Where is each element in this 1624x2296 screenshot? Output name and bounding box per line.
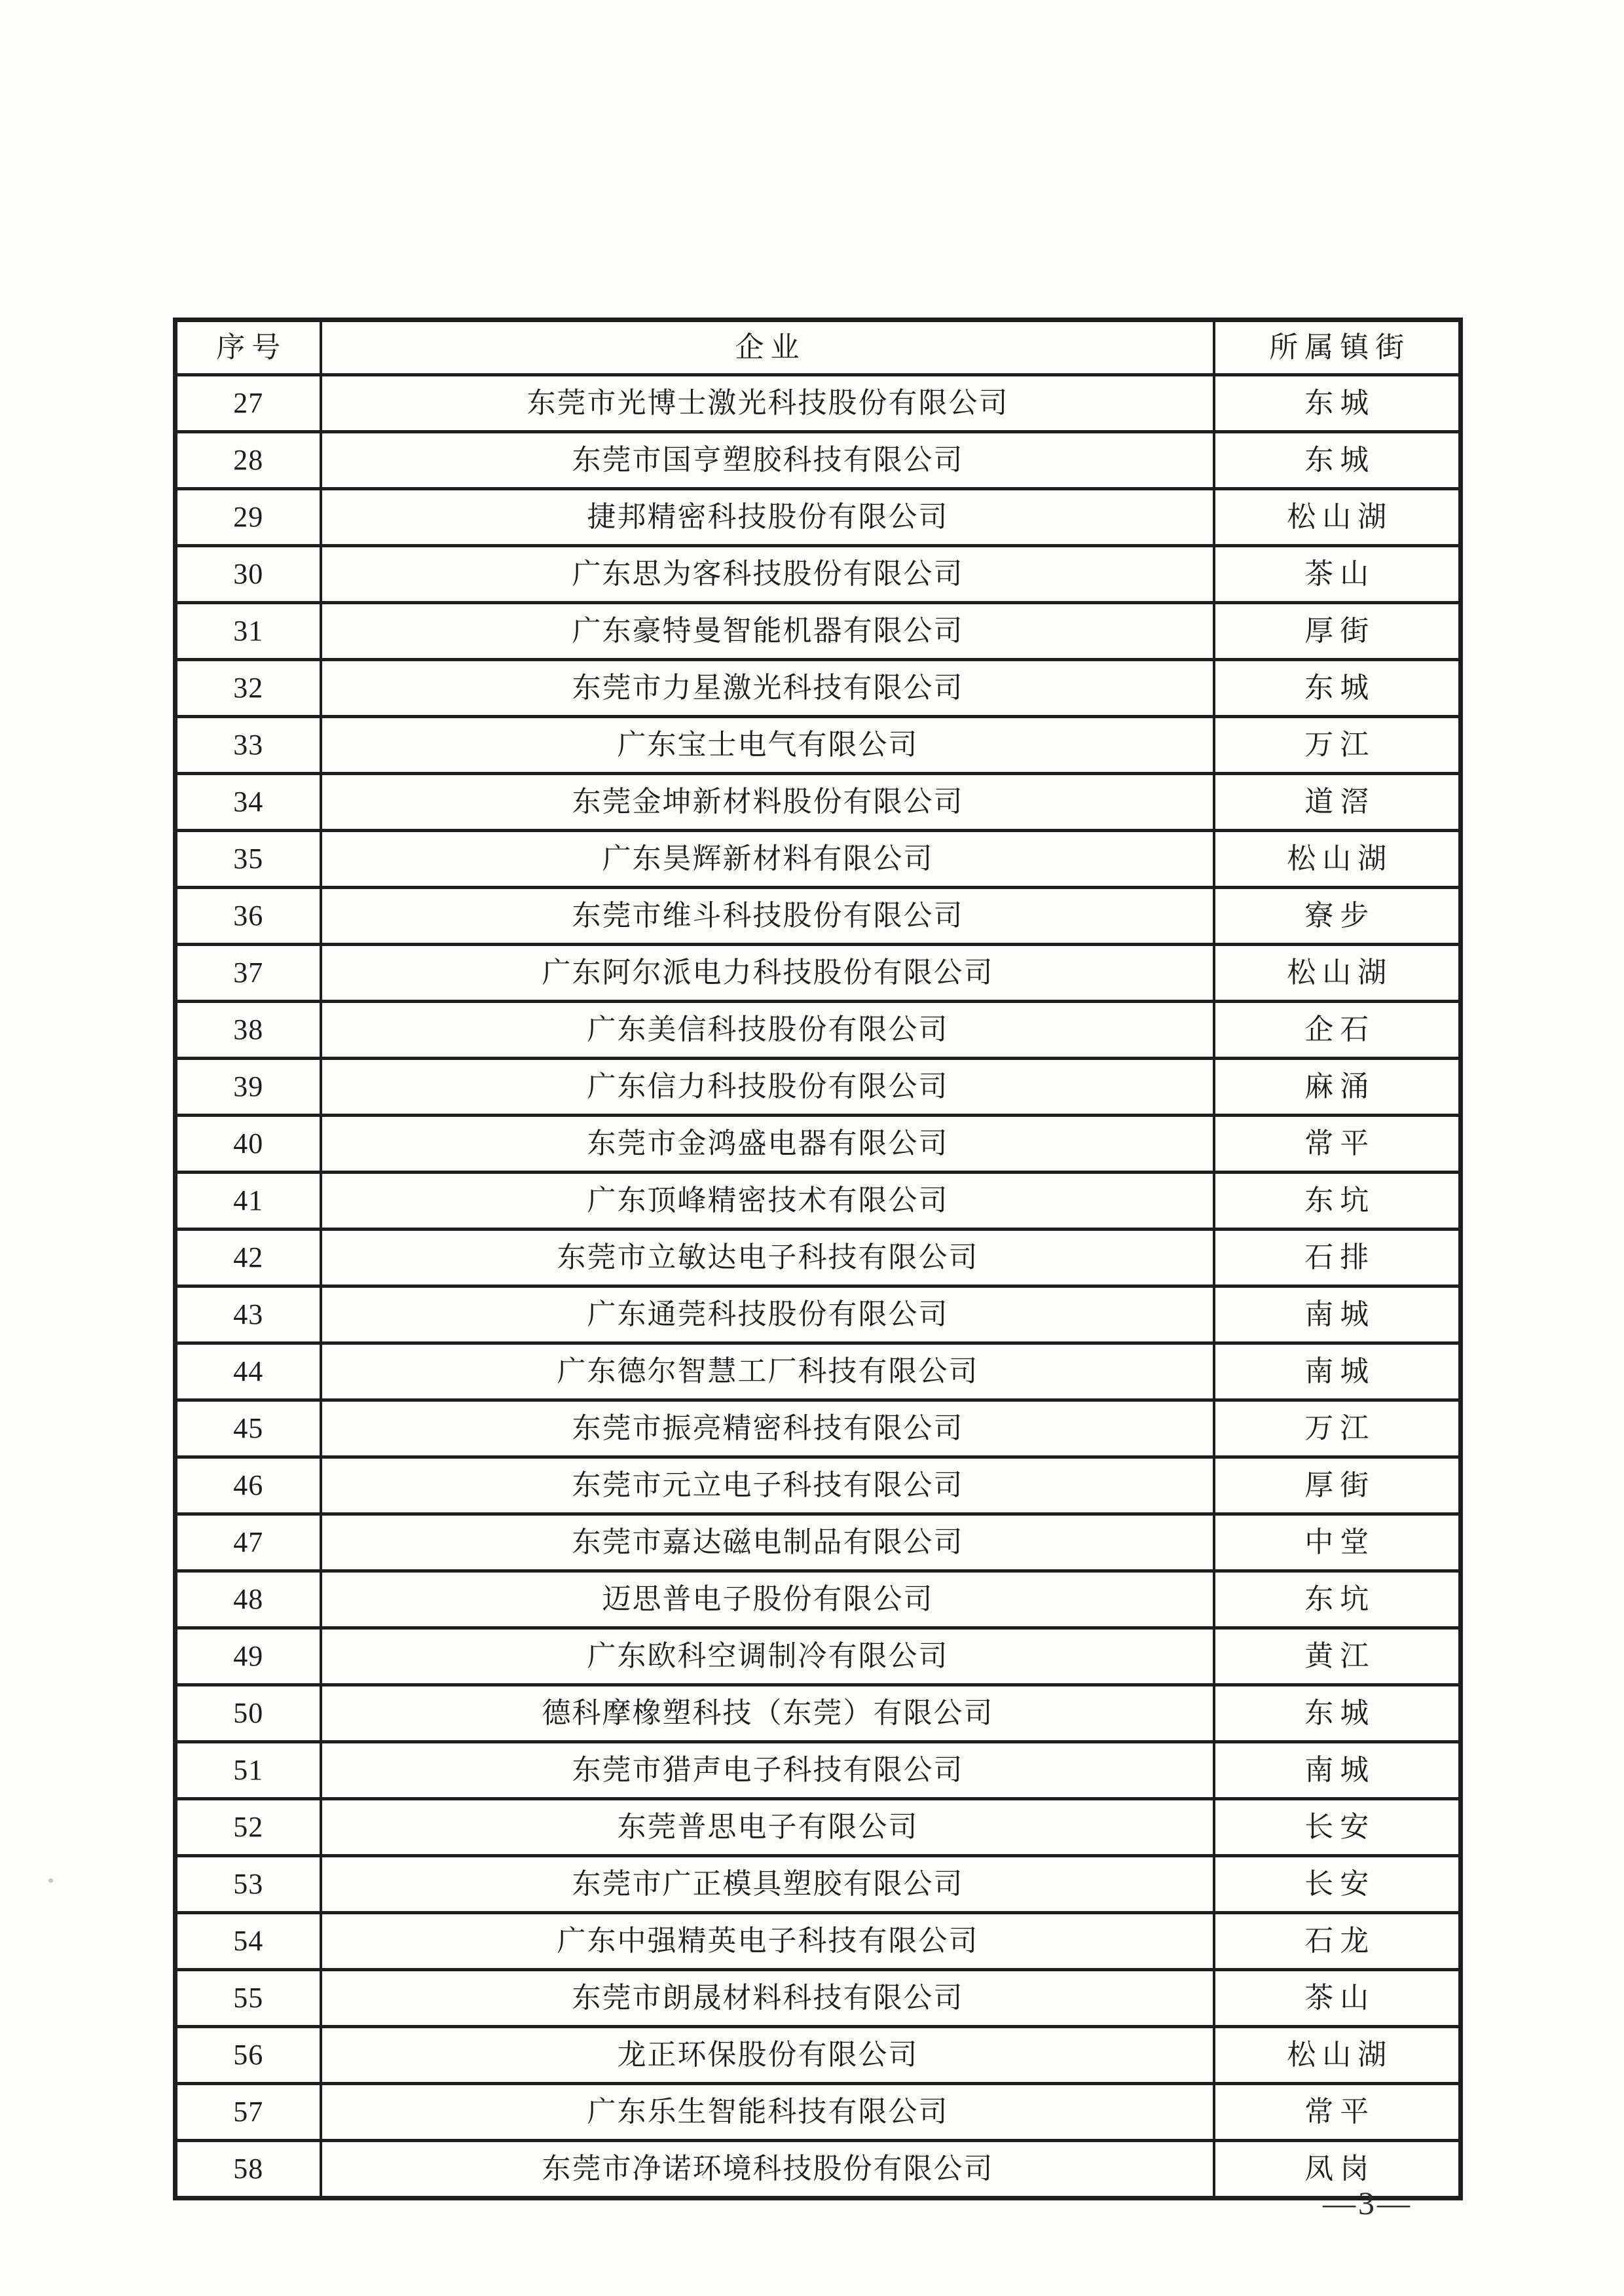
- table-row: [175, 1514, 1461, 1571]
- company-name-cell: 龙正环保股份有限公司: [321, 2027, 1214, 2084]
- company-name-cell: 东莞市猎声电子科技有限公司: [321, 1742, 1214, 1799]
- table-row: [175, 1742, 1461, 1799]
- town-cell: 厚街: [1214, 603, 1461, 660]
- company-name-cell: 东莞市广正模具塑胶有限公司: [321, 1856, 1214, 1913]
- company-name-cell: 广东顶峰精密技术有限公司: [321, 1173, 1214, 1230]
- table-row: [175, 774, 1461, 831]
- row-number-cell: 42: [175, 1230, 321, 1286]
- company-name-cell: 广东宝士电气有限公司: [321, 717, 1214, 774]
- row-number-cell: 47: [175, 1514, 321, 1571]
- company-name-cell: 东莞市金鸿盛电器有限公司: [321, 1116, 1214, 1173]
- table-row: [175, 1400, 1461, 1457]
- page-number: —3—: [1323, 2185, 1412, 2221]
- town-cell: 万江: [1214, 1400, 1461, 1457]
- town-cell: 松山湖: [1214, 831, 1461, 888]
- company-name-cell: 广东阿尔派电力科技股份有限公司: [321, 945, 1214, 1002]
- table-row: [175, 375, 1461, 432]
- company-name-cell: 东莞市嘉达磁电制品有限公司: [321, 1514, 1214, 1571]
- row-number-cell: 41: [175, 1173, 321, 1230]
- town-cell: 中堂: [1214, 1514, 1461, 1571]
- town-cell: 茶山: [1214, 546, 1461, 603]
- company-name-cell: 广东美信科技股份有限公司: [321, 1002, 1214, 1059]
- town-cell: 麻涌: [1214, 1059, 1461, 1116]
- town-cell: 松山湖: [1214, 489, 1461, 546]
- town-cell: 东坑: [1214, 1173, 1461, 1230]
- company-name-cell: 东莞市力星激光科技有限公司: [321, 660, 1214, 717]
- table-row: [175, 1856, 1461, 1913]
- header-cell-index: 序号: [175, 320, 321, 375]
- row-number-cell: 46: [175, 1457, 321, 1514]
- table-body: [175, 375, 1461, 2198]
- town-cell: 长安: [1214, 1799, 1461, 1856]
- row-number-cell: 45: [175, 1400, 321, 1457]
- company-name-cell: 捷邦精密科技股份有限公司: [321, 489, 1214, 546]
- table-row: [175, 603, 1461, 660]
- town-cell: 石龙: [1214, 1913, 1461, 1970]
- table-row: [175, 1457, 1461, 1514]
- company-name-cell: 广东昊辉新材料有限公司: [321, 831, 1214, 888]
- table-row: [175, 660, 1461, 717]
- row-number-cell: 30: [175, 546, 321, 603]
- table-row: [175, 1286, 1461, 1343]
- row-number-cell: 37: [175, 945, 321, 1002]
- table-row: [175, 2027, 1461, 2084]
- row-number-cell: 54: [175, 1913, 321, 1970]
- town-cell: 茶山: [1214, 1970, 1461, 2027]
- town-cell: 凤岗: [1214, 2141, 1461, 2198]
- row-number-cell: 55: [175, 1970, 321, 2027]
- table-row: [175, 717, 1461, 774]
- town-cell: 松山湖: [1214, 2027, 1461, 2084]
- table-row: [175, 888, 1461, 945]
- town-cell: 东城: [1214, 1685, 1461, 1742]
- row-number-cell: 51: [175, 1742, 321, 1799]
- table-row: [175, 2084, 1461, 2141]
- row-number-cell: 49: [175, 1628, 321, 1685]
- companies-table: [173, 318, 1463, 2200]
- company-name-cell: 东莞市朗晟材料科技有限公司: [321, 1970, 1214, 2027]
- town-cell: 南城: [1214, 1286, 1461, 1343]
- row-number-cell: 40: [175, 1116, 321, 1173]
- company-name-cell: 东莞普思电子有限公司: [321, 1799, 1214, 1856]
- town-cell: 厚街: [1214, 1457, 1461, 1514]
- row-number-cell: 43: [175, 1286, 321, 1343]
- row-number-cell: 38: [175, 1002, 321, 1059]
- company-name-cell: 广东中强精英电子科技有限公司: [321, 1913, 1214, 1970]
- town-cell: 长安: [1214, 1856, 1461, 1913]
- table-row: [175, 1685, 1461, 1742]
- company-name-cell: 广东乐生智能科技有限公司: [321, 2084, 1214, 2141]
- scan-artifact-dot: [48, 1878, 53, 1883]
- company-name-cell: 广东信力科技股份有限公司: [321, 1059, 1214, 1116]
- table-row: [175, 2141, 1461, 2198]
- table-row: [175, 1628, 1461, 1685]
- company-name-cell: 东莞金坤新材料股份有限公司: [321, 774, 1214, 831]
- town-cell: 南城: [1214, 1742, 1461, 1799]
- row-number-cell: 28: [175, 432, 321, 489]
- table-row: [175, 1571, 1461, 1628]
- table-row: [175, 1173, 1461, 1230]
- company-name-cell: 东莞市国亨塑胶科技有限公司: [321, 432, 1214, 489]
- town-cell: 常平: [1214, 2084, 1461, 2141]
- table-row: [175, 1116, 1461, 1173]
- row-number-cell: 33: [175, 717, 321, 774]
- table-row: [175, 1970, 1461, 2027]
- town-cell: 东城: [1214, 660, 1461, 717]
- company-name-cell: 东莞市光博士激光科技股份有限公司: [321, 375, 1214, 432]
- table-row: [175, 1343, 1461, 1400]
- row-number-cell: 44: [175, 1343, 321, 1400]
- header-cell-company: 企业: [321, 320, 1214, 375]
- company-name-cell: 迈思普电子股份有限公司: [321, 1571, 1214, 1628]
- company-name-cell: 广东思为客科技股份有限公司: [321, 546, 1214, 603]
- town-cell: 石排: [1214, 1230, 1461, 1286]
- row-number-cell: 29: [175, 489, 321, 546]
- row-number-cell: 32: [175, 660, 321, 717]
- company-name-cell: 广东德尔智慧工厂科技有限公司: [321, 1343, 1214, 1400]
- town-cell: 松山湖: [1214, 945, 1461, 1002]
- town-cell: 东城: [1214, 432, 1461, 489]
- town-cell: 寮步: [1214, 888, 1461, 945]
- table-row: [175, 945, 1461, 1002]
- table-row: [175, 1913, 1461, 1970]
- table-row: [175, 1799, 1461, 1856]
- town-cell: 南城: [1214, 1343, 1461, 1400]
- header-cell-town: 所属镇街: [1214, 320, 1461, 375]
- company-name-cell: 东莞市立敏达电子科技有限公司: [321, 1230, 1214, 1286]
- row-number-cell: 48: [175, 1571, 321, 1628]
- table-row: [175, 1059, 1461, 1116]
- table-header: [175, 320, 1461, 375]
- row-number-cell: 36: [175, 888, 321, 945]
- town-cell: 企石: [1214, 1002, 1461, 1059]
- table-row: [175, 1002, 1461, 1059]
- town-cell: 道滘: [1214, 774, 1461, 831]
- row-number-cell: 27: [175, 375, 321, 432]
- table-row: [175, 489, 1461, 546]
- row-number-cell: 57: [175, 2084, 321, 2141]
- town-cell: 东坑: [1214, 1571, 1461, 1628]
- row-number-cell: 34: [175, 774, 321, 831]
- row-number-cell: 52: [175, 1799, 321, 1856]
- header-row: [175, 320, 1461, 375]
- company-name-cell: 德科摩橡塑科技（东莞）有限公司: [321, 1685, 1214, 1742]
- company-name-cell: 东莞市净诺环境科技股份有限公司: [321, 2141, 1214, 2198]
- company-name-cell: 广东通莞科技股份有限公司: [321, 1286, 1214, 1343]
- town-cell: 万江: [1214, 717, 1461, 774]
- company-name-cell: 东莞市振亮精密科技有限公司: [321, 1400, 1214, 1457]
- table-row: [175, 546, 1461, 603]
- row-number-cell: 56: [175, 2027, 321, 2084]
- row-number-cell: 31: [175, 603, 321, 660]
- table-row: [175, 432, 1461, 489]
- table-row: [175, 831, 1461, 888]
- table-row: [175, 1230, 1461, 1286]
- town-cell: 常平: [1214, 1116, 1461, 1173]
- row-number-cell: 39: [175, 1059, 321, 1116]
- company-name-cell: 东莞市维斗科技股份有限公司: [321, 888, 1214, 945]
- company-name-cell: 东莞市元立电子科技有限公司: [321, 1457, 1214, 1514]
- town-cell: 黄江: [1214, 1628, 1461, 1685]
- row-number-cell: 58: [175, 2141, 321, 2198]
- row-number-cell: 50: [175, 1685, 321, 1742]
- row-number-cell: 53: [175, 1856, 321, 1913]
- town-cell: 东城: [1214, 375, 1461, 432]
- company-name-cell: 广东豪特曼智能机器有限公司: [321, 603, 1214, 660]
- company-name-cell: 广东欧科空调制冷有限公司: [321, 1628, 1214, 1685]
- row-number-cell: 35: [175, 831, 321, 888]
